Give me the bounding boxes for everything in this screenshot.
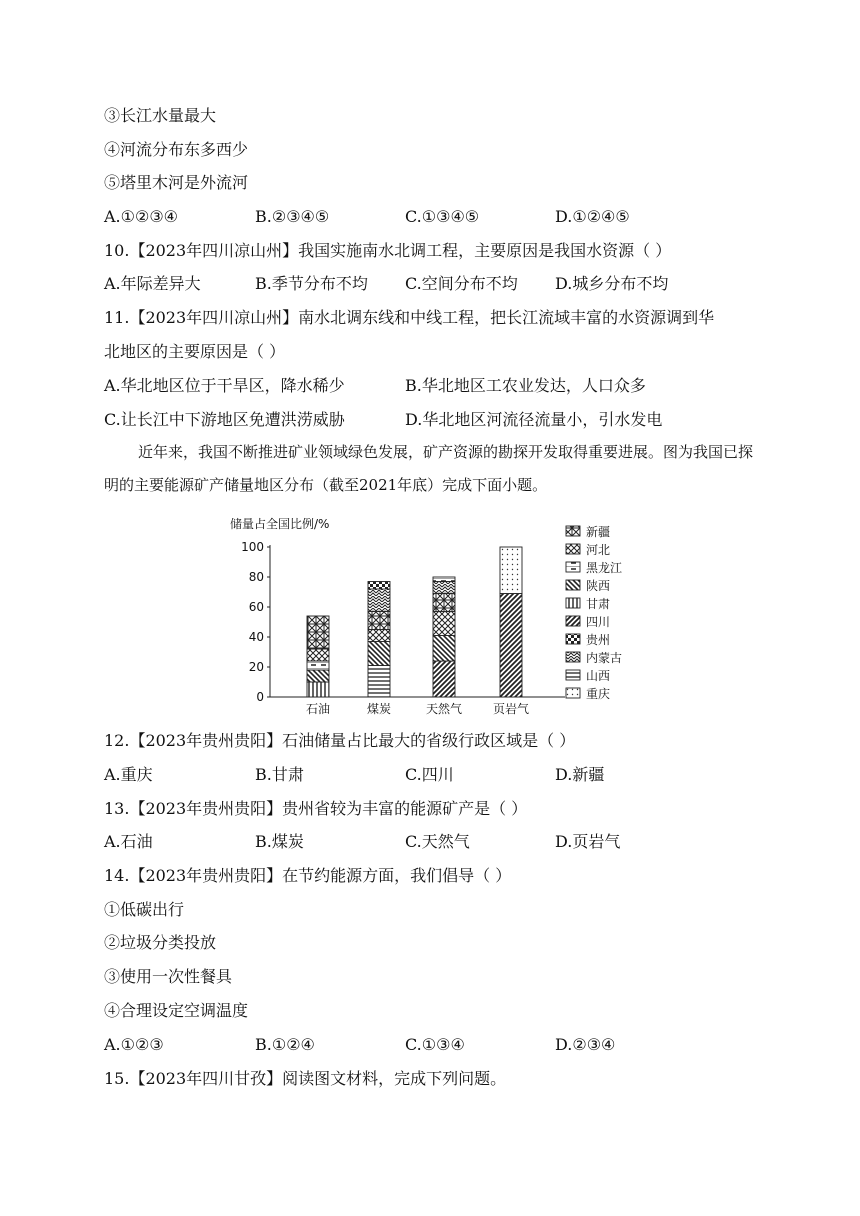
q9-option-c[interactable]: C.①③④⑤ <box>405 207 480 226</box>
q14-item-3: ③使用一次性餐具 <box>104 967 233 986</box>
q9-option-b[interactable]: B.②③④⑤ <box>255 207 330 226</box>
q13-stem: 13.【2023年贵州贵阳】贵州省较为丰富的能源矿产是（ ） <box>104 799 528 818</box>
q10-option-a[interactable]: A.年际差异大 <box>104 274 201 293</box>
legend-swatch <box>566 562 580 572</box>
legend-label: 重庆 <box>586 687 611 701</box>
q11-stem-line2: 北地区的主要原因是（ ） <box>104 342 286 361</box>
q14-option-a[interactable]: A.①②③ <box>104 1035 164 1054</box>
bar-segment-陕西 <box>368 642 390 666</box>
q13-option-c[interactable]: C.天然气 <box>405 832 470 851</box>
y-tick-label: 40 <box>248 630 264 644</box>
legend-label: 甘肃 <box>586 597 611 611</box>
bar-segment-甘肃 <box>307 682 329 697</box>
bar-segment-山西 <box>368 666 390 698</box>
q10-stem: 10.【2023年四川凉山州】我国实施南水北调工程，主要原因是我国水资源（ ） <box>104 241 672 260</box>
bar-segment-河北 <box>307 649 329 661</box>
bar-segment-四川 <box>433 661 455 697</box>
q10-option-c[interactable]: C.空间分布不均 <box>405 274 518 293</box>
q13-option-b[interactable]: B.煤炭 <box>255 832 304 851</box>
bar-segment-内蒙古 <box>433 582 455 594</box>
legend <box>566 525 622 701</box>
bar-segment-河北 <box>368 630 390 642</box>
q12-option-d[interactable]: D.新疆 <box>555 765 605 784</box>
q9-option-d[interactable]: D.①②④⑤ <box>555 207 630 226</box>
q9-option-a[interactable]: A.①②③④ <box>104 207 179 226</box>
y-tick-label: 20 <box>248 660 264 674</box>
plot-area <box>230 516 565 716</box>
legend-label: 贵州 <box>586 633 611 647</box>
x-tick-label: 煤炭 <box>366 702 392 716</box>
legend-swatch <box>566 580 580 590</box>
y-tick-label: 100 <box>241 540 264 554</box>
x-tick-label: 天然气 <box>425 702 463 716</box>
bar-segment-四川 <box>500 594 522 698</box>
legend-label: 陕西 <box>586 579 611 593</box>
q11-option-a[interactable]: A.华北地区位于干旱区，降水稀少 <box>104 376 345 395</box>
legend-label: 山西 <box>586 669 611 683</box>
bar-segment-新疆 <box>307 616 329 649</box>
q14-option-c[interactable]: C.①③④ <box>405 1035 465 1054</box>
bar-segment-贵州 <box>368 582 390 590</box>
q14-item-1: ①低碳出行 <box>104 900 185 919</box>
q12-option-b[interactable]: B.甘肃 <box>255 765 304 784</box>
legend-swatch <box>566 544 580 554</box>
q14-item-2: ②垃圾分类投放 <box>104 933 217 952</box>
q14-stem: 14.【2023年贵州贵阳】在节约能源方面，我们倡导（ ） <box>104 866 512 885</box>
q14-option-d[interactable]: D.②③④ <box>555 1035 616 1054</box>
bar-segment-陕西 <box>433 636 455 662</box>
y-tick-label: 0 <box>256 690 264 704</box>
legend-label: 河北 <box>586 543 611 557</box>
bar-segment-新疆 <box>368 612 390 630</box>
q11-option-d[interactable]: D.华北地区河流径流量小，引水发电 <box>405 410 663 429</box>
bar-segment-内蒙古 <box>368 589 390 612</box>
legend-swatch <box>566 688 580 698</box>
bar-segment-黑龙江 <box>433 577 455 582</box>
bar-segment-重庆 <box>500 547 522 594</box>
legend-swatch <box>566 598 580 608</box>
legend-swatch <box>566 616 580 626</box>
statement-5: ⑤塔里木河是外流河 <box>104 173 249 192</box>
x-tick-label: 页岩气 <box>492 702 530 716</box>
energy-reserves-chart <box>220 512 640 720</box>
q12-option-a[interactable]: A.重庆 <box>104 765 153 784</box>
legend-swatch <box>566 526 580 536</box>
q11-option-c[interactable]: C.让长江中下游地区免遭洪涝威胁 <box>104 410 345 429</box>
passage <box>104 436 764 502</box>
legend-label: 黑龙江 <box>586 561 623 575</box>
q12-option-c[interactable]: C.四川 <box>405 765 454 784</box>
q13-option-a[interactable]: A.石油 <box>104 832 153 851</box>
statement-3: ③长江水量最大 <box>104 106 217 125</box>
bar-segment-新疆 <box>433 594 455 612</box>
y-tick-label: 60 <box>248 600 264 614</box>
y-tick-label: 80 <box>248 570 264 584</box>
legend-swatch <box>566 670 580 680</box>
q11-option-b[interactable]: B.华北地区工农业发达，人口众多 <box>405 376 646 395</box>
legend-swatch <box>566 634 580 644</box>
q14-item-4: ④合理设定空调温度 <box>104 1001 249 1020</box>
q10-option-b[interactable]: B.季节分布不均 <box>255 274 368 293</box>
q10-option-d[interactable]: D.城乡分布不均 <box>555 274 669 293</box>
passage-text: 近年来，我国不断推进矿业领域绿色发展，矿产资源的勘探开发取得重要进展。图为我国已探明的主要能源矿产储量地区分布（截至2021年底）完成下面小题。 <box>104 443 754 494</box>
legend-label: 内蒙古 <box>586 651 623 665</box>
q13-option-d[interactable]: D.页岩气 <box>555 832 621 851</box>
y-axis-title: 储量占全国比例/% <box>230 517 330 531</box>
statement-4: ④河流分布东多西少 <box>104 140 249 159</box>
bar-segment-陕西 <box>307 670 329 682</box>
legend-swatch <box>566 652 580 662</box>
bar-segment-黑龙江 <box>307 661 329 670</box>
bar-segment-河北 <box>433 612 455 636</box>
q12-stem: 12.【2023年贵州贵阳】石油储量占比最大的省级行政区域是（ ） <box>104 731 576 750</box>
legend-label: 新疆 <box>586 525 611 539</box>
x-tick-label: 石油 <box>305 702 331 716</box>
q15-stem: 15.【2023年四川甘孜】阅读图文材料，完成下列问题。 <box>104 1069 507 1088</box>
legend-label: 四川 <box>586 615 611 629</box>
q14-option-b[interactable]: B.①②④ <box>255 1035 315 1054</box>
q11-stem-line1: 11.【2023年四川凉山州】南水北调东线和中线工程，把长江流域丰富的水资源调到华 <box>104 308 715 327</box>
